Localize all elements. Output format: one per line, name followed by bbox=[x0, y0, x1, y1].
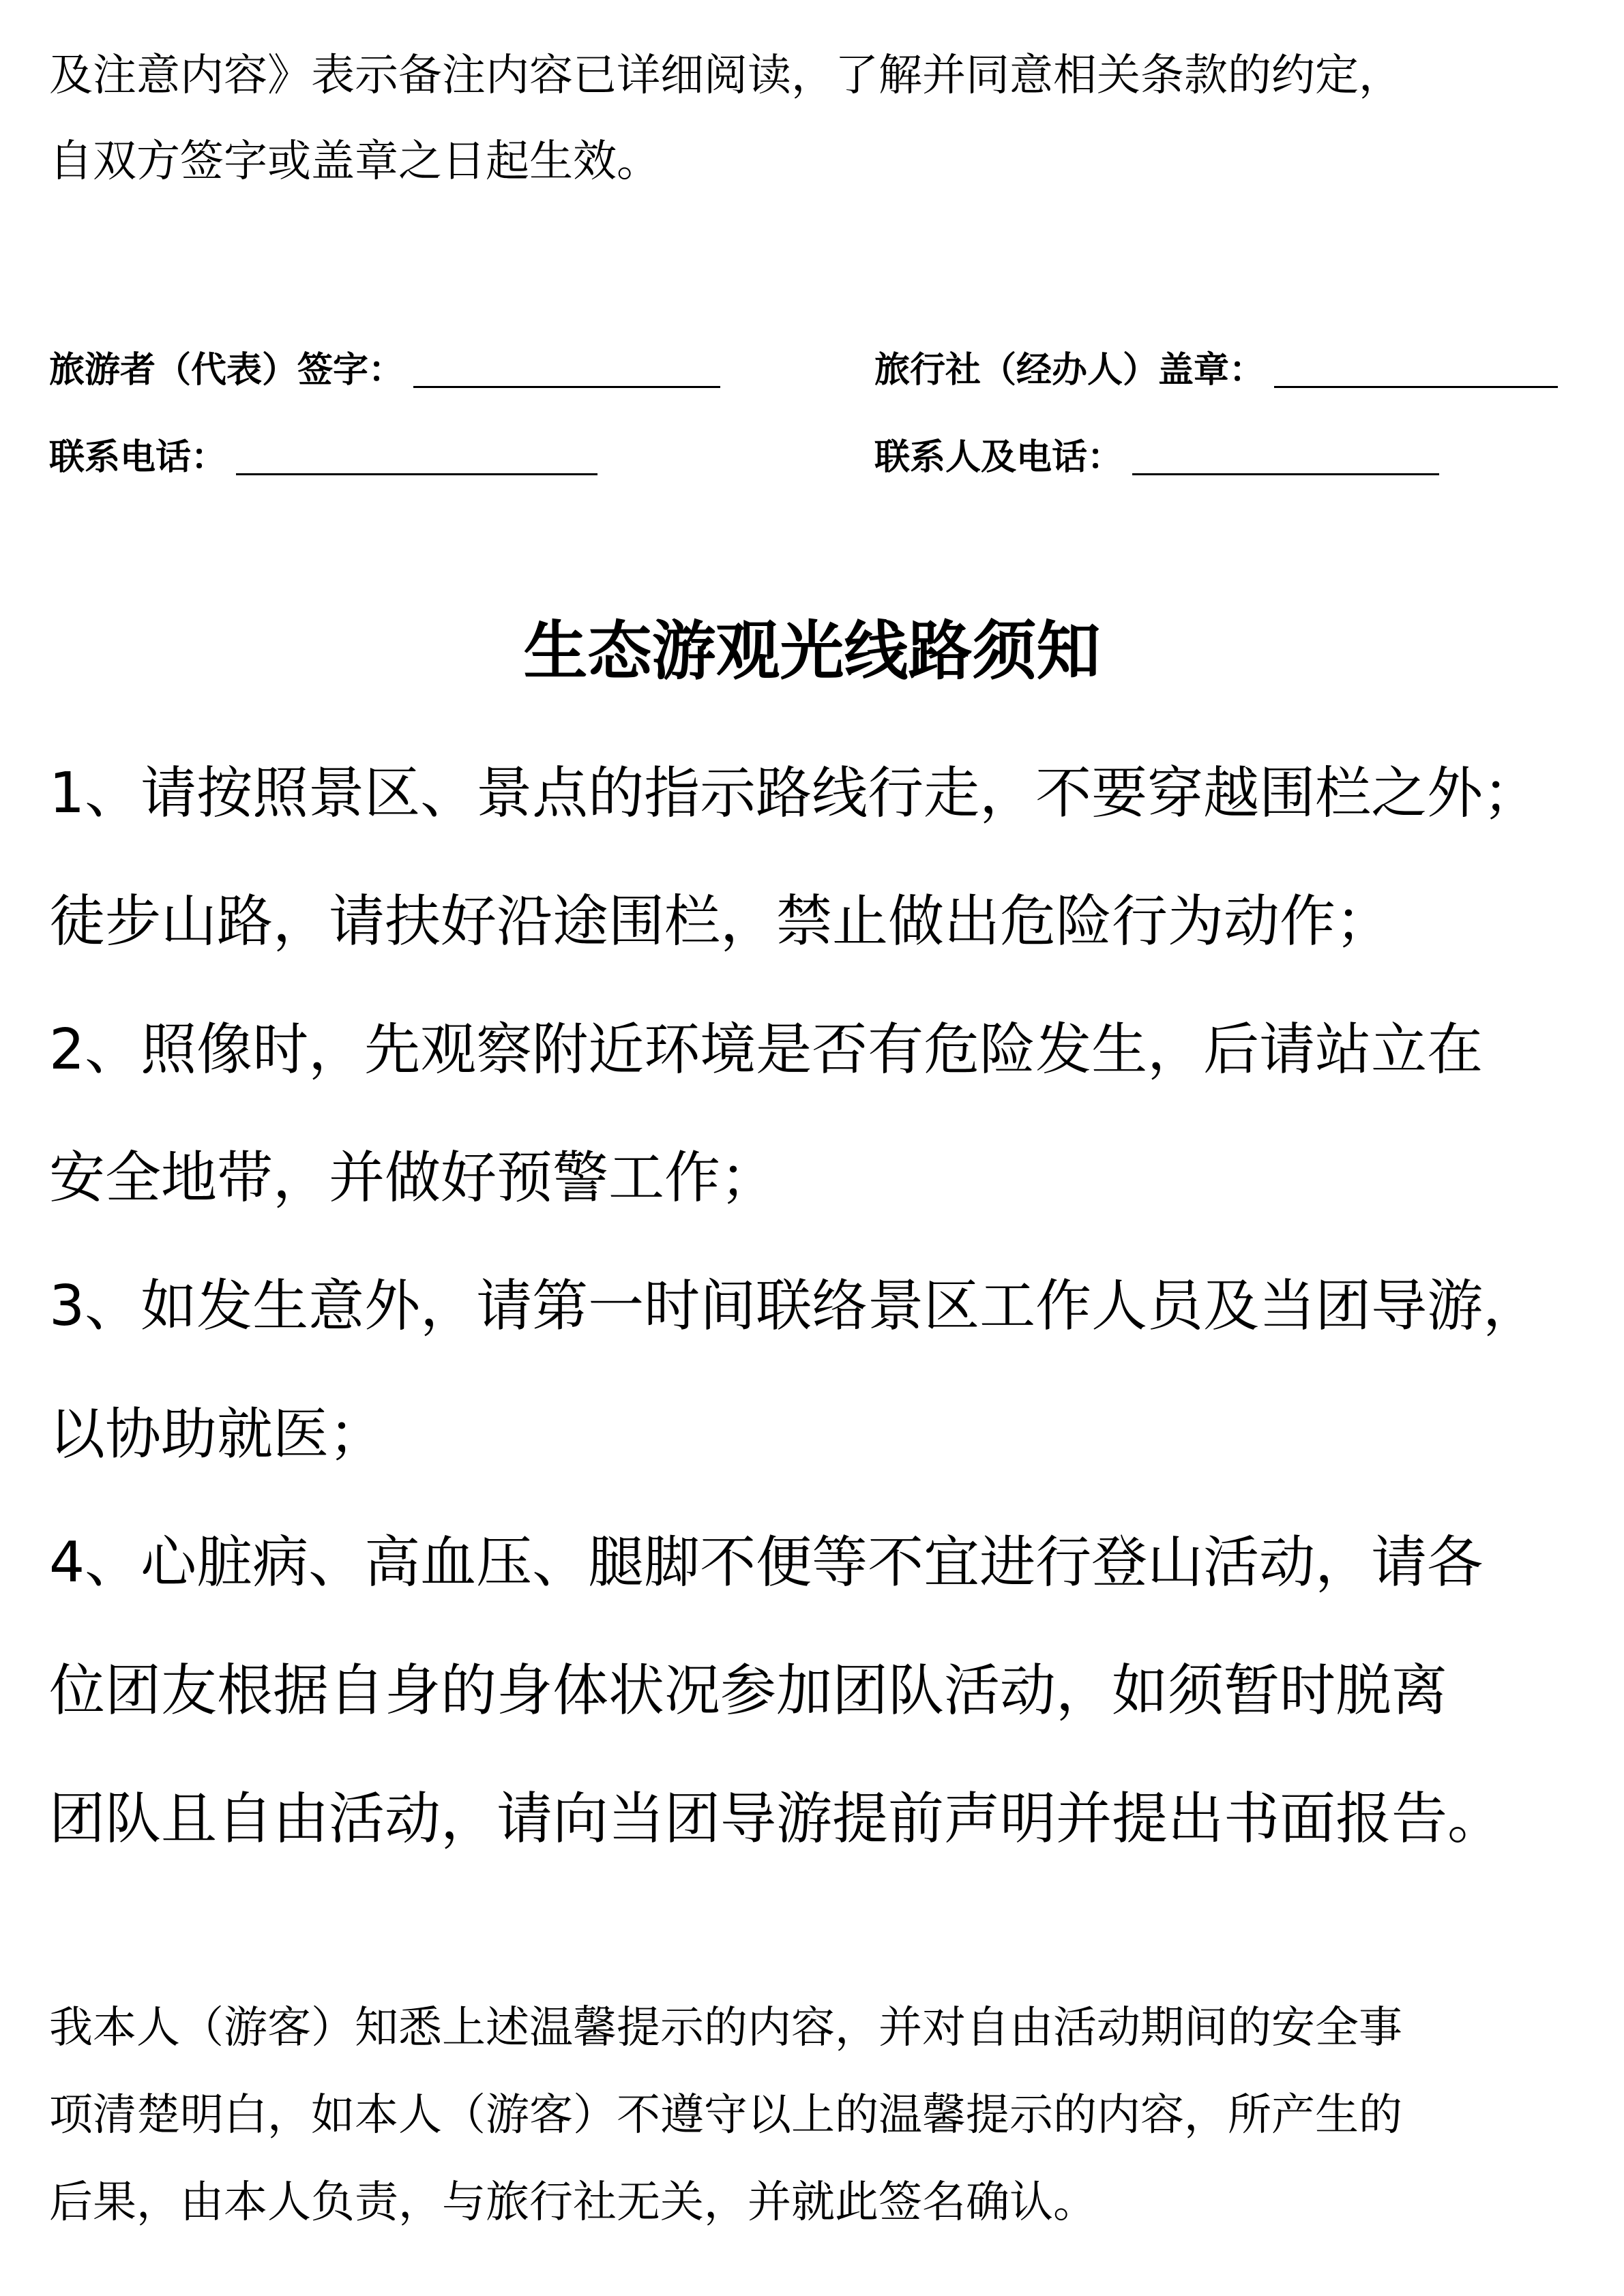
notice-line: 4、心脏病、高血压、腿脚不便等不宜进行登山活动，请各 bbox=[49, 1530, 1483, 1595]
intro-paragraph bbox=[49, 33, 1584, 205]
tourist-phone-label: 联系电话： bbox=[49, 437, 227, 478]
intro-line: 及注意内容》表示备注内容已详细阅读，了解并同意相关条款的约定， bbox=[49, 50, 1402, 101]
notice-line: 以协助就医； bbox=[49, 1402, 385, 1467]
tourist-signature-blank[interactable] bbox=[413, 351, 720, 388]
notice-line: 安全地带，并做好预警工作； bbox=[49, 1146, 777, 1210]
tourist-signature-field bbox=[49, 341, 720, 392]
intro-line: 自双方签字或盖章之日起生效。 bbox=[49, 136, 660, 187]
tourist-phone-blank[interactable] bbox=[236, 438, 597, 475]
notice-list bbox=[49, 730, 1591, 1883]
notice-line: 位团友根据自身的身体状况参加团队活动，如须暂时脱离 bbox=[49, 1658, 1448, 1723]
signature-row bbox=[49, 341, 1584, 396]
agency-stamp-label: 旅行社（经办人）盖章： bbox=[874, 350, 1265, 391]
tourist-phone-field bbox=[49, 428, 597, 479]
agency-contact-field bbox=[874, 428, 1439, 479]
notice-line: 1、请按照景区、景点的指示路线行走，不要穿越围栏之外； bbox=[49, 761, 1539, 826]
notice-line: 徒步山路，请扶好沿途围栏，禁止做出危险行为动作； bbox=[49, 889, 1392, 954]
agency-contact-blank[interactable] bbox=[1132, 438, 1439, 475]
agency-contact-label: 联系人及电话： bbox=[874, 437, 1123, 478]
notice-line: 3、如发生意外，请第一时间联络景区工作人员及当团导游， bbox=[49, 1274, 1539, 1339]
confirmation-line: 后果，由本人负责，与旅行社无关，并就此签名确认。 bbox=[49, 2177, 1097, 2228]
notice-title: 生态游观光线路须知 bbox=[523, 614, 1101, 689]
confirmation-paragraph bbox=[49, 1984, 1584, 2246]
notice-line: 团队且自由活动，请向当团导游提前声明并提出书面报告。 bbox=[49, 1787, 1504, 1851]
agency-stamp-blank[interactable] bbox=[1274, 351, 1558, 388]
confirmation-line: 我本人（游客）知悉上述温馨提示的内容，并对自由活动期间的安全事 bbox=[49, 2003, 1402, 2053]
notice-line: 2、照像时，先观察附近环境是否有危险发生，后请站立在 bbox=[49, 1017, 1483, 1082]
agency-stamp-field bbox=[874, 341, 1558, 392]
tourist-signature-label: 旅游者（代表）签字： bbox=[49, 350, 404, 391]
contact-row bbox=[49, 428, 1584, 483]
confirmation-line: 项清楚明白，如本人（游客）不遵守以上的温馨提示的内容，所产生的 bbox=[49, 2090, 1402, 2141]
